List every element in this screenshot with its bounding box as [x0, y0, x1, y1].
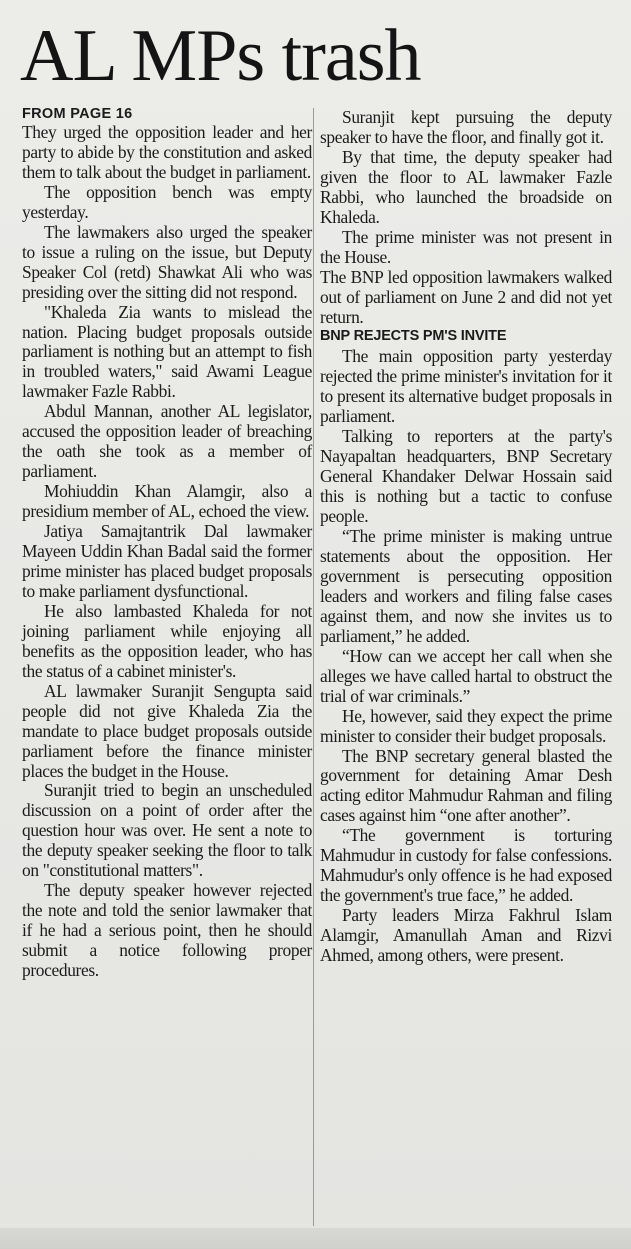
- column-divider: [313, 108, 314, 1226]
- page-edge: [0, 1228, 631, 1249]
- paragraph: The prime minister was not present in the House.: [320, 226, 612, 267]
- paragraph: Jatiya Samajtantrik Dal lawmaker Mayeen Uddin Khan Badal said the former prime minister has placed budget proposals to make parliament dysfunctional.: [22, 521, 312, 601]
- paragraph: The main opposition party yesterday rejected the prime minister's invitation for it to present its alternative budget proposals in parliament.: [320, 346, 612, 427]
- paragraph: They urged the opposition leader and her party to abide by the constitution and asked them to talk about the budget in parliament.: [22, 122, 312, 182]
- paragraph: AL lawmaker Suranjit Sengupta said people did not give Khaleda Zia the mandate to place budget proposals outside parliament before the finance minister places the budget in the House.: [22, 680, 312, 781]
- paragraph: Suranjit tried to begin an unscheduled discussion on a point of order after the question hour was over. He sent a note to the deputy speaker seeking the floor to talk on "constitutional matters".: [22, 780, 312, 881]
- paragraph: “The government is torturing Mahmudur in custody for false confessions. Mahmudur's only offence is he had exposed the government's true face,” he added.: [320, 825, 612, 906]
- paragraph: “How can we accept her call when she alleges we have called hartal to obstruct the trial of war criminals.”: [320, 645, 612, 706]
- paragraph: Mohiuddin Khan Alamgir, also a presidium member of AL, echoed the view.: [22, 481, 312, 522]
- paragraph: The BNP led opposition lawmakers walked out of parliament on June 2 and did not yet return.: [320, 266, 612, 327]
- left-column: [22, 106, 312, 981]
- kicker: FROM PAGE 16: [22, 106, 133, 122]
- paragraph: Party leaders Mirza Fakhrul Islam Alamgir, Amanullah Aman and Rizvi Ahmed, among others, were present.: [320, 905, 612, 966]
- paragraph: Abdul Mannan, another AL legislator, accused the opposition leader of breaching the oath she took as a member of parliament.: [22, 401, 312, 482]
- paragraph: The deputy speaker however rejected the note and told the senior lawmaker that if he had a serious point, then he should submit a notice following proper procedures.: [22, 880, 312, 981]
- subhead: BNP REJECTS PM'S INVITE: [320, 328, 507, 345]
- paragraph: "Khaleda Zia wants to mislead the nation. Placing budget proposals outside parliament is nothing but an attempt to fish in troubled waters," said Awami League lawmaker Fazle Rabbi.: [22, 301, 312, 402]
- right-column: [320, 108, 612, 966]
- paragraph: “The prime minister is making untrue statements about the opposition. Her government is persecuting opposition leaders and workers and filing false cases against them, and now she invites us to parliament,” he added.: [320, 526, 612, 646]
- paragraph: He also lambasted Khaleda for not joining parliament while enjoying all benefits as the opposition leader, who has the status of a cabinet minister's.: [22, 600, 312, 681]
- headline: AL MPs trash: [20, 15, 421, 97]
- paragraph: Suranjit kept pursuing the deputy speaker to have the floor, and finally got it.: [320, 107, 612, 147]
- paragraph: By that time, the deputy speaker had given the floor to AL lawmaker Fazle Rabbi, who launched the broadside on Khaleda.: [320, 146, 612, 227]
- paragraph: Talking to reporters at the party's Nayapaltan headquarters, BNP Secretary General Khandaker Delwar Hossain said this is nothing but a tactic to confuse people.: [320, 426, 612, 527]
- paragraph: The opposition bench was empty yesterday.: [22, 181, 312, 222]
- paragraph: The BNP secretary general blasted the government for detaining Amar Desh acting editor Mahmudur Rahman and filing cases against him “one after another”.: [320, 745, 612, 826]
- paragraph: He, however, said they expect the prime minister to consider their budget proposals.: [320, 705, 612, 746]
- paragraph: The lawmakers also urged the speaker to issue a ruling on the issue, but Deputy Speaker Col (retd) Shawkat Ali who was presiding over the sitting did not respond.: [22, 221, 312, 302]
